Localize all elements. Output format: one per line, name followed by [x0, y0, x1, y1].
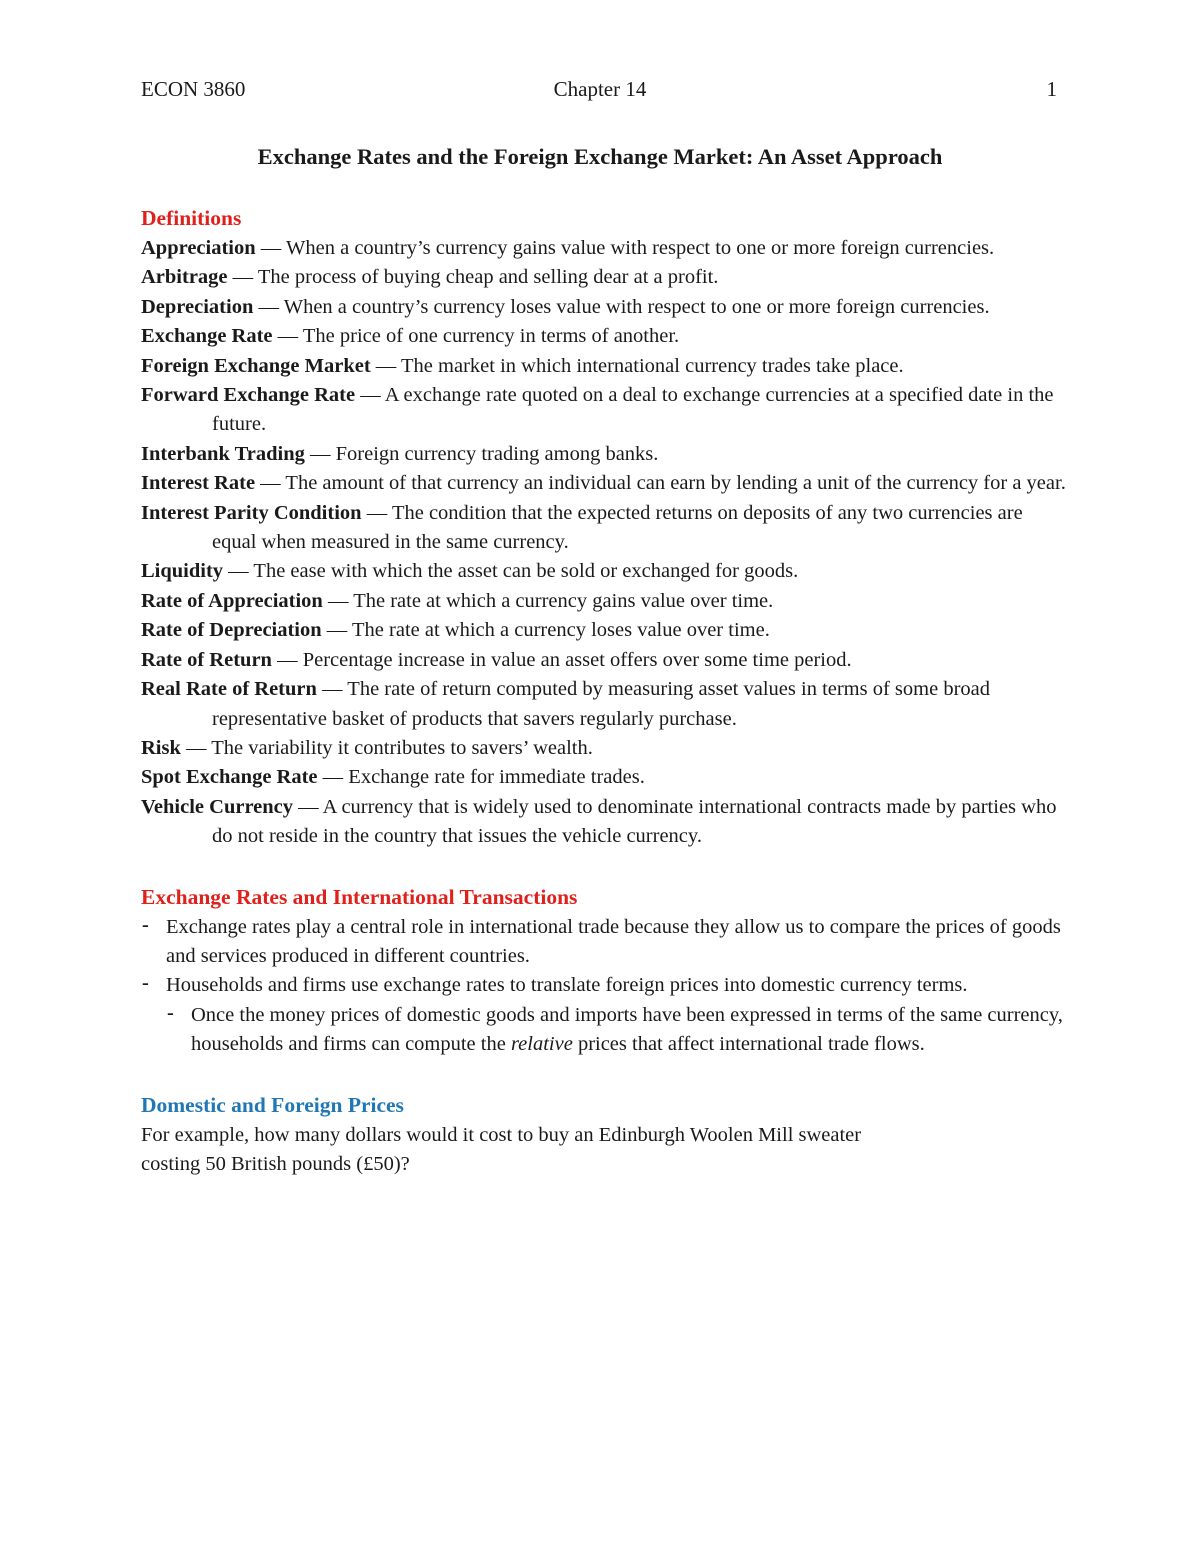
- definition-text: — A currency that is widely used to denominate international contracts made by parties who do not reside in the country that issues the vehicle currency.: [212, 795, 1057, 848]
- definition-term: Appreciation: [141, 237, 256, 259]
- definition-text: — Foreign currency trading among banks.: [304, 442, 659, 465]
- definition-term: Depreciation: [141, 295, 254, 318]
- definition-term: Interest Parity Condition: [141, 501, 362, 524]
- definition-item: [141, 557, 1066, 586]
- definition-text: — The variability it contributes to savers’ wealth.: [180, 736, 593, 759]
- definition-term: Interest Rate: [141, 472, 256, 495]
- definition-item: [141, 499, 1066, 558]
- bullet-marker: -: [167, 1001, 174, 1024]
- sub-bullet-text-before: Once the money prices of domestic goods and imports have been expressed in terms of the same currency, households and firms can compute the: [191, 1003, 1063, 1056]
- prices-heading: Domestic and Foreign Prices: [141, 1092, 404, 1117]
- definition-item: [141, 352, 1066, 381]
- definitions-heading: Definitions: [141, 206, 242, 230]
- definition-item: [141, 322, 1066, 351]
- sub-bullet-item: [141, 1001, 1066, 1060]
- definition-term: Spot Exchange Rate: [141, 766, 318, 789]
- definition-term: Arbitrage: [141, 266, 228, 289]
- definition-text: — The market in which international currency trades take place.: [370, 354, 904, 377]
- definition-item: [141, 646, 1066, 675]
- chapter-label: Chapter 14: [553, 77, 647, 101]
- definition-text: — The rate at which a currency loses value over time.: [321, 619, 770, 642]
- definition-term: Forward Exchange Rate: [141, 384, 356, 407]
- emphasis-relative: relative: [510, 1033, 573, 1056]
- page-header: [141, 74, 1059, 104]
- definition-term: Rate of Appreciation: [141, 589, 323, 612]
- bullet-marker: -: [142, 913, 149, 936]
- definition-item: [141, 616, 1066, 645]
- definition-item: [141, 763, 1066, 792]
- definition-term: Real Rate of Return: [141, 678, 317, 701]
- definition-item: [141, 381, 1066, 440]
- definition-text: — The rate at which a currency gains value over time.: [322, 589, 774, 612]
- document-title: Exchange Rates and the Foreign Exchange Market: An Asset Approach: [257, 144, 943, 169]
- course-code: ECON 3860: [141, 77, 246, 101]
- definition-term: Foreign Exchange Market: [141, 354, 371, 377]
- definition-item: [141, 293, 1066, 322]
- definition-text: — When a country’s currency loses value with respect to one or more foreign currencies.: [253, 295, 990, 318]
- sub-bullet-text-after: prices that affect international trade flows.: [572, 1033, 925, 1056]
- definition-item: [141, 234, 1066, 263]
- bullet-item: [141, 913, 1066, 972]
- bullet-item: [141, 971, 1066, 1000]
- definition-item: [141, 440, 1066, 469]
- definition-text: — The amount of that currency an individual can earn by lending a unit of the currency for a year.: [255, 472, 1066, 495]
- definition-term: Liquidity: [141, 560, 224, 583]
- definition-item: [141, 675, 1066, 734]
- definitions-list: [141, 234, 1066, 852]
- definition-text: — Percentage increase in value an asset offers over some time period.: [271, 648, 852, 671]
- section-spacer: [141, 852, 1066, 882]
- bullet-text: Households and firms use exchange rates to translate foreign prices into domestic currency terms.: [166, 974, 968, 997]
- transactions-bullet-list: [141, 913, 1066, 1060]
- definition-term: Rate of Depreciation: [141, 619, 322, 642]
- transactions-heading: Exchange Rates and International Transactions: [141, 884, 578, 909]
- page-number: 1: [1046, 77, 1057, 101]
- definition-item: [141, 793, 1066, 852]
- definition-item: [141, 263, 1066, 292]
- definition-term: Interbank Trading: [141, 442, 305, 465]
- definition-text: — The process of buying cheap and selling dear at a profit.: [227, 266, 719, 289]
- definition-item: [141, 587, 1066, 616]
- prices-paragraph-line-2: costing 50 British pounds (£50)?: [141, 1152, 410, 1175]
- definition-text: — A exchange rate quoted on a deal to exchange currencies at a specified date in the future.: [212, 384, 1054, 436]
- definition-item: [141, 469, 1066, 498]
- document-body: [141, 203, 1066, 1179]
- definition-term: Exchange Rate: [141, 325, 273, 348]
- definition-text: — Exchange rate for immediate trades.: [317, 766, 645, 789]
- definition-text: — The condition that the expected returns on deposits of any two currencies are equal when measured in the same currency.: [212, 501, 1023, 554]
- definition-text: — The ease with which the asset can be sold or exchanged for goods.: [223, 560, 799, 583]
- definition-text: — When a country’s currency gains value with respect to one or more foreign currencies.: [255, 237, 995, 259]
- definition-item: [141, 734, 1066, 763]
- definition-term: Rate of Return: [141, 648, 272, 671]
- bullet-text: Exchange rates play a central role in international trade because they allow us to compare the prices of goods and services produced in different countries.: [166, 915, 1061, 967]
- section-spacer: [141, 1060, 1066, 1090]
- definition-term: Vehicle Currency: [141, 795, 294, 818]
- definition-text: — The price of one currency in terms of another.: [272, 325, 680, 348]
- bullet-marker: -: [142, 972, 149, 995]
- prices-paragraph-line-1: For example, how many dollars would it cost to buy an Edinburgh Woolen Mill sweater: [141, 1123, 862, 1146]
- definition-text: — The rate of return computed by measuring asset values in terms of some broad representative basket of products that savers regularly purchase.: [212, 678, 991, 730]
- definition-term: Risk: [141, 736, 181, 759]
